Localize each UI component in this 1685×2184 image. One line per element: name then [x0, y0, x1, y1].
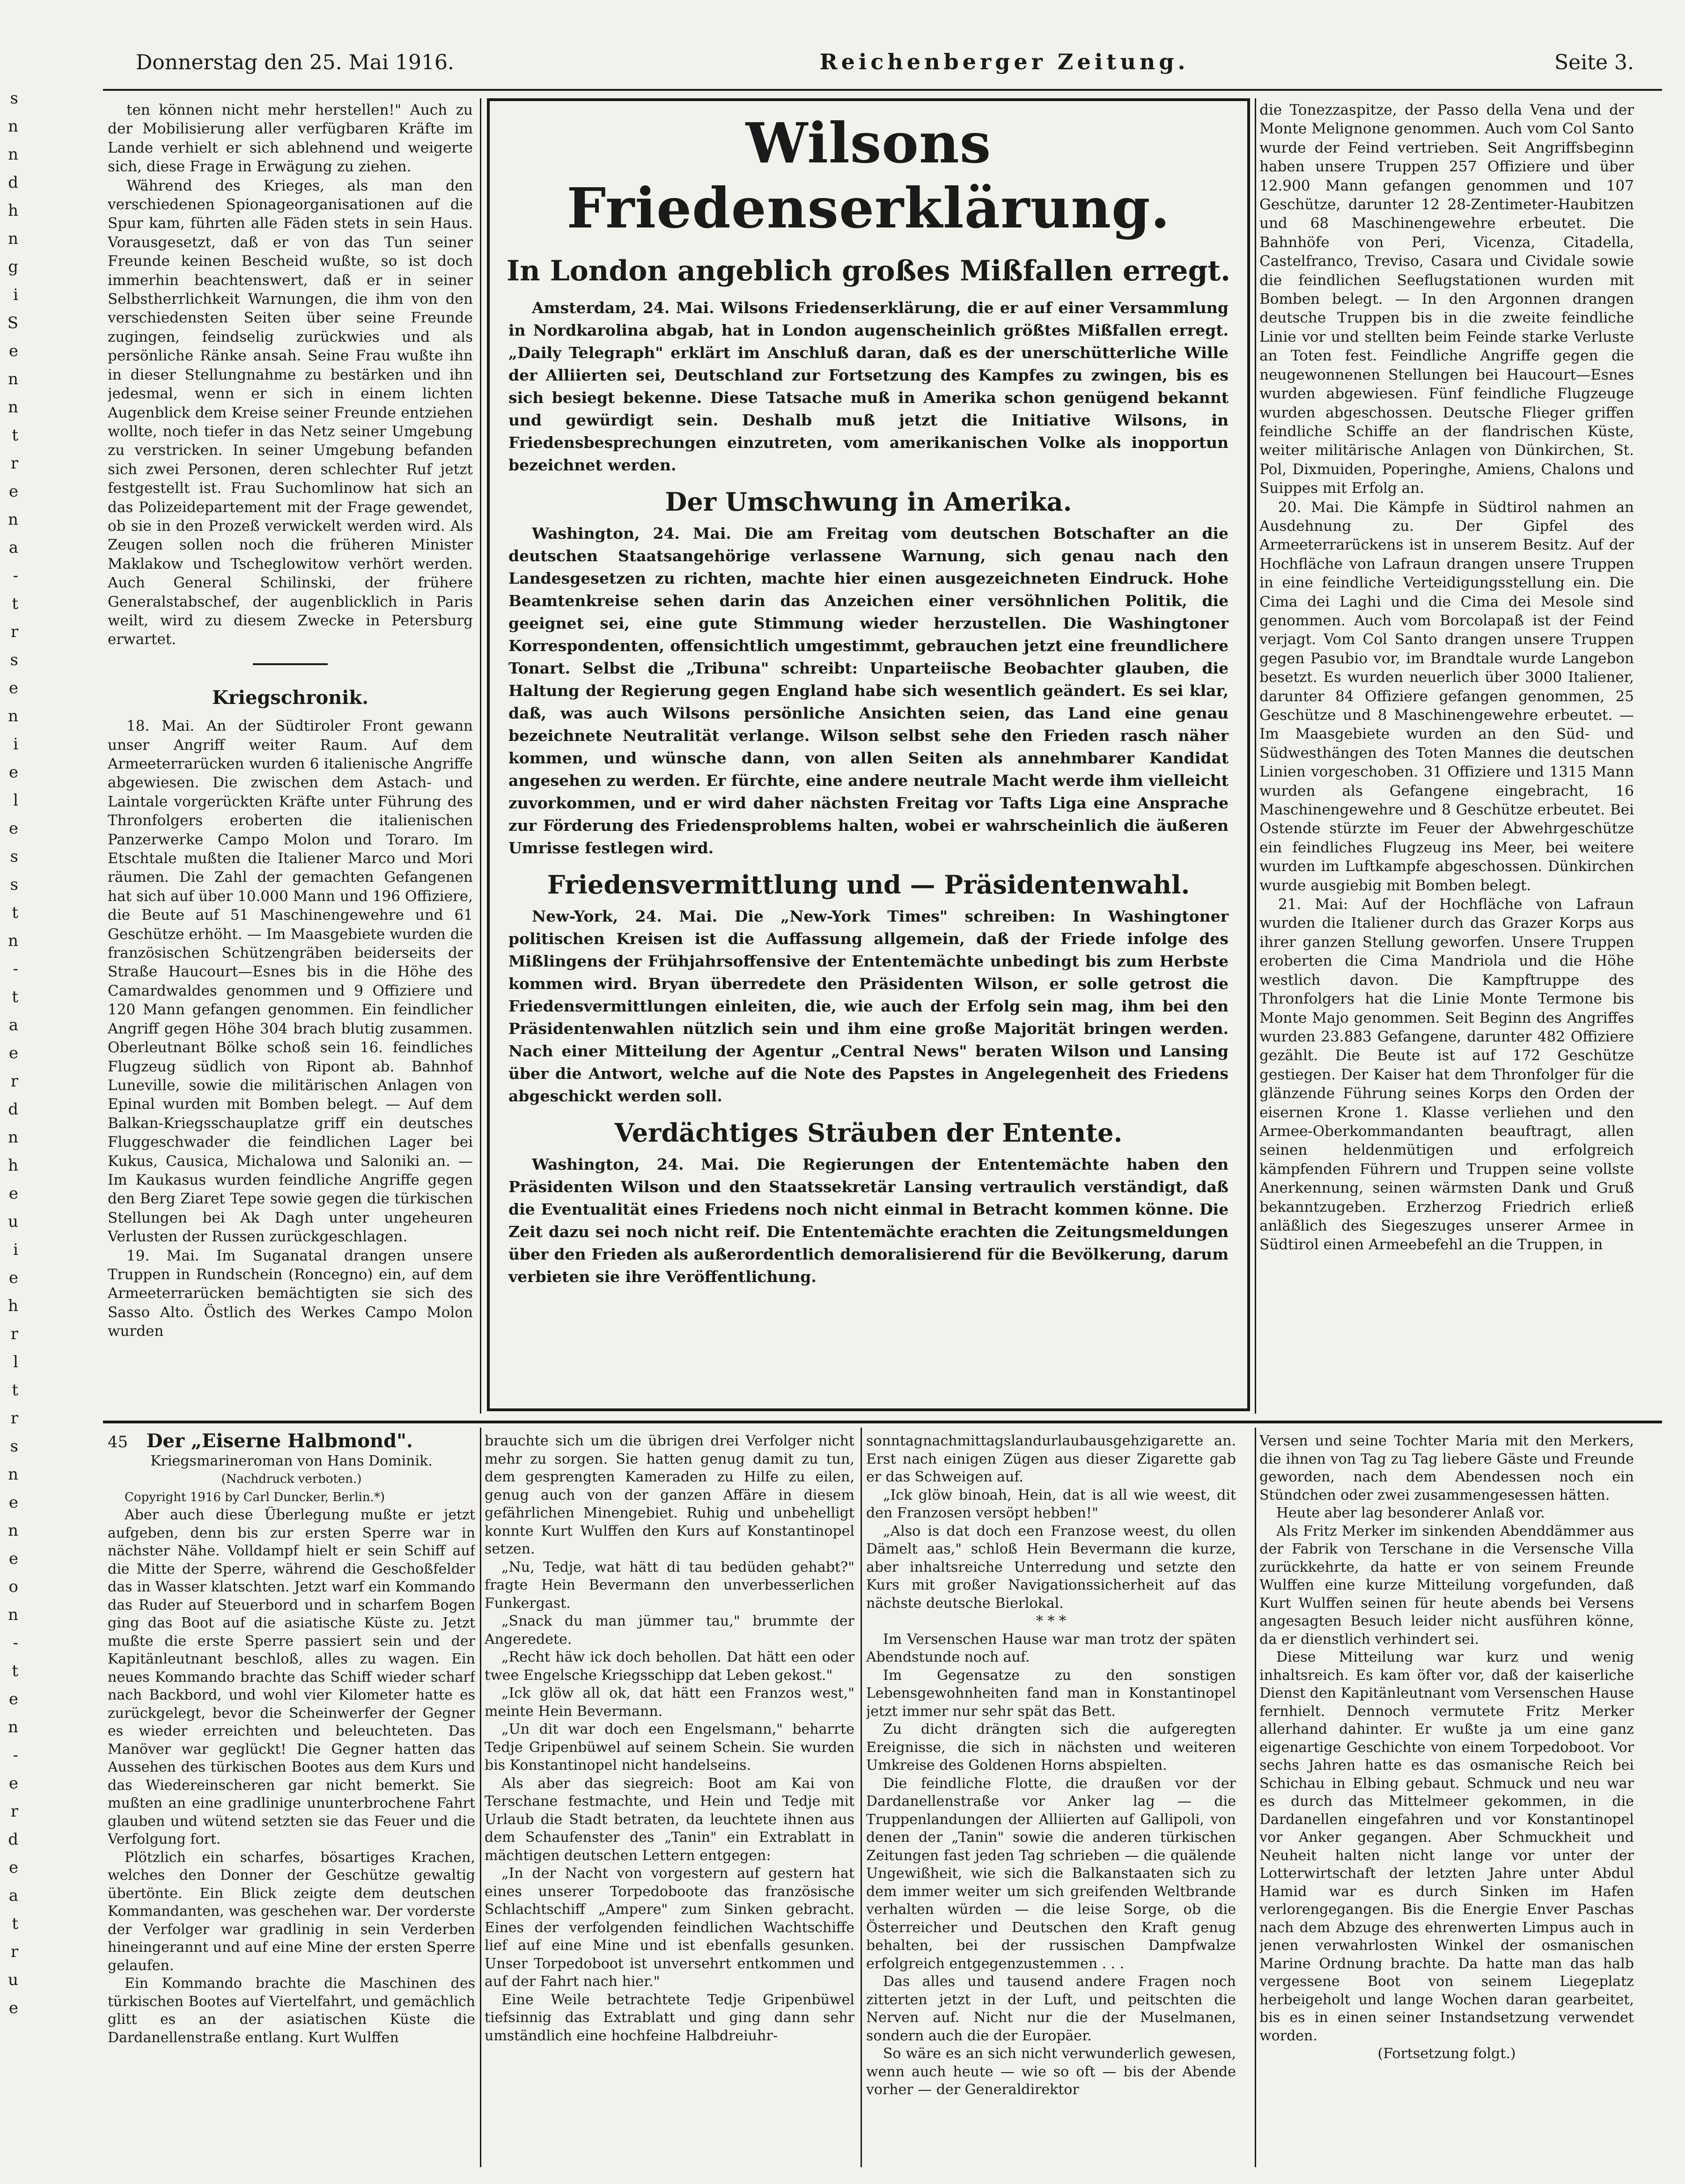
section-paragraph: New-York, 24. Mai. Die „New-York Times" schreiben: In Washingtoner politischen Kreisen ist die Auffassung allgemein, daß der Friede infolge des Mißlingens der Frühjahrsoffensive der Ententemächte unbedingt bis zum Herbste kommen wird. Bryan überredete den Präsidenten Wilson, er solle getrost die Friedensvermittlungen einleiten, die, wie auch der Erfolg sein mag, ihm bei den Präsidentenwahlen nützlich sein und ihm eine große Majorität bringen werden. Nach einer Mitteilung der Agentur „Central News" beraten Wilson und Lansing über die Antwort, welche auf die Note des Papstes in Angelegenheit des Friedens abgeschickt werden soll. [508, 907, 1229, 1105]
margin-letter: n [8, 1521, 18, 1540]
serial-paragraph: „Un dit war doch een Engelsmann," beharrte Tedje Gripenbüwel auf seinem Schein. Sie wurden bis Konstantinopel nicht handelseins. [485, 1721, 854, 1774]
margin-letter: r [10, 1802, 18, 1821]
serial-paragraph: Als aber das siegreich: Boot am Kai von Terschane festmachte, und Hein und Tedje mit Urlaub die Stadt betraten, da leuchtete ihnen aus dem Schaufenster des „Tanin" ein Extrablatt in mächtigen deutschen Lettern entgegen: [485, 1775, 854, 1864]
serial-byline: Kriegsmarineroman von Hans Dominik. [150, 1452, 433, 1469]
serial-paragraph: Als Fritz Merker im sinkenden Abenddämmer aus der Fabrik von Terschane in die Versensche Villa zurückkehrte, da hatte er von seinem Freunde Wulffen eine kurze Mitteilung vorgefunden, daß Kurt Wulffen seinen für heute abends bei Versens angesagten Besuch leider nicht ausführen könne, da er dienstlich verhindert sei. [1259, 1523, 1634, 1648]
newspaper-title: Reichenberger Zeitung. [819, 49, 1189, 74]
margin-letter: t [12, 426, 18, 445]
serial-paragraph: sonntagnachmittagslandurlaubausgehzigarette an. Erst nach einigen Zügen aus dieser Zigarette gab er das Schweigen auf. [866, 1433, 1236, 1485]
section-paragraph: Washington, 24. Mai. Die Regierungen der Ententemächte haben den Präsidenten Wilson und den Staatssekretär Lansing vertraulich verständigt, daß die Eventualität eines Friedens noch nicht einmal in Betracht kommen könne. Die Zeit dazu sei noch nicht reif. Die Ententemächte erachten die Zeitungsmeldungen über den Frieden als außerordentlich demoralisierend für die Bevölkerung, darum verbieten sie ihre Veröffentlichung. [508, 1155, 1229, 1286]
serial-paragraph: „In der Nacht von vorgestern auf gestern hat eines unserer Torpedoboote das französische Schlachtschiff „Ampere" zum Sinken gebracht. Eines der verfolgenden feindlichen Wachtschiffe lief auf eine Mine und ist ebenfalls gesunken. Unser Torpedoboot ist unversehrt entkommen und auf der Fahrt nach hier." [485, 1865, 854, 1990]
margin-letter: h [8, 1297, 18, 1315]
margin-letter: - [13, 960, 18, 978]
serial-paragraph: Das alles und tausend andere Fragen noch zitterten jetzt in der Luft, und peitschten die Nerven auf. Nicht nur die der Muselmanen, sondern auch die der Europäer. [866, 1973, 1236, 2044]
margin-letter: e [8, 679, 18, 697]
margin-letter: e [8, 1184, 18, 1203]
margin-letter: e [8, 1268, 18, 1287]
margin-letter: n [8, 370, 18, 388]
serial-paragraph: Die feindliche Flotte, die draußen vor der Dardanellenstraße vor Anker lag — die Truppenlandungen der Alliierten auf Gallipoli, von denen der „Tanin" sowie die anderen türkischen Zeitungen fast jeden Tag schrieben — die quälende Ungewißheit, wie sich die Balkanstaaten sich zu dem immer weiter um sich greifenden Weltbrande verhalten würden — die leise Sorge, ob die Österreicher und Deutschen den Kraft genug behalten, bei der russischen Dampfwalze erfolgreich entgegenzustemmen . . . [866, 1775, 1236, 1972]
serial-column-2 [485, 1432, 854, 2162]
margin-letter: a [8, 1016, 18, 1034]
margin-letter: e [8, 1858, 18, 1877]
margin-letter: t [12, 1914, 18, 1933]
main-story-body [490, 297, 1247, 1288]
serial-paragraph: Aber auch diese Überlegung mußte er jetzt aufgeben, denn bis zur ersten Sperre war in nächster Nähe. Volldampf hielt er sein Schiff auf die Mitte der Sperre, während die Geschoßfelder das in Wasser klatschten. Jetzt warf ein Kommando das Ruder auf Steuerbord und in scharfem Bogen ging das Boot auf die asiatische Küste zu. Jetzt mußte die erste Sperre passiert sein und der Kapitänleutnant beschloß, alles zu wagen. Ein neues Kommando brachte das Schiff wieder scharf nach Backbord, und wohl vier Kilometer hatte es zurückgelegt, bevor die Scheinwerfer der Gegner es wieder erreichten und beleuchteten. Das Manöver war geglückt! Die Gegner hatten das Aussehen des türkischen Bootes aus dem Kurs und das Wiedereinscheren gar nicht bemerkt. Sie mußten an eine gradlinige ununterbrochene Fahrt glauben und wütend setzten sie das Feuer und die Verfolgung fort. [108, 1507, 475, 1847]
margin-letter: r [10, 1409, 18, 1428]
copyright-line: Copyright 1916 by Carl Duncker, Berlin.*) [125, 1490, 385, 1504]
margin-letter: n [8, 1718, 18, 1737]
serial-paragraph: „Ick glöw binoah, Hein, dat is all wie weest, dit den Franzosen versöpt hebben!" [866, 1487, 1236, 1521]
margin-letter: n [8, 931, 18, 950]
margin-letter: d [8, 173, 18, 192]
margin-letter: n [8, 510, 18, 529]
margin-letter: r [10, 1942, 18, 1961]
serial-paragraph: Im Versenschen Hause war man trotz der späten Abendstunde noch auf. [866, 1631, 1236, 1665]
to-be-continued: (Fortsetzung folgt.) [1377, 2045, 1516, 2062]
serial-column-3 [866, 1432, 1236, 2162]
serial-number: 45 [108, 1433, 128, 1451]
margin-letter: n [8, 117, 18, 136]
margin-letter: l [13, 1353, 18, 1371]
chronicle-title: Kriegschronik. [212, 686, 369, 709]
chronicle-paragraph: 21. Mai: Auf der Hochfläche von Lafraun wurden die Italiener durch das Grazer Korps aus ihrer ganzen Stellung geworfen. Unsere Truppen eroberten die Cima Mandriola und die Höhe westlich davon. Die Kampftruppe des Thronfolgers hat die Linie Monte Termone bis Monte Majo genommen. Seit Beginn des Angriffes wurden 23.883 Gefangene, darunter 482 Offiziere gezählt. Die Beute ist auf 172 Geschütze gestiegen. Der Kaiser hat dem Thronfolger für die glänzende Führung seines Korps den Orden der eisernen Krone 1. Klasse verliehen und den Armee-Oberkommandanten beauftragt, allen seinen heldenmütigen und erfolgreich kämpfenden Führern und Truppen seine vollste Anerkennung, seinen wärmsten Dank und Gruß bekanntzugeben. Erzherzog Friedrich erließ anläßlich des Siegeszuges unserer Armee in Südtirol einen Armeebefehl an die Truppen, in [1259, 896, 1634, 1253]
margin-letter: i [13, 1240, 18, 1259]
serial-paragraph: Diese Mitteilung war kurz und wenig inhaltsreich. Es kam öfter vor, daß der kaiserliche Dienst den Kapitänleutnant vom Versenschen Hause fernhielt. Dennoch vermutete Fritz Merker allerhand dahinter. Er wußte ja um eine ganz eigenartige Geschichte von einem Torpedoboot. Vor sechs Jahren hatte es das osmanische Reich bei Schichau in Elbing gebaut. Schmuck und neu war es durch das Mittelmeer gekommen, in die Dardanellen eingefahren und vor Konstantinopel vor Anker gegangen. Aber Schmuckheit und Neuheit halten nicht lange vor unter der Lotterwirtschaft der letzten Jahre unter Abdul Hamid war es durch Sinken im Hafen verlorengegangen. Bis die Energie Enver Paschas nach dem Abzuge des ehrenwerten Limpus auch in jenen verwahrlosten Winkel der osmanischen Marine Ordnung brachte. Da hatte man das halb vergessene Boot von seinem Liegeplatz herbeigeholt und lange Wochen daran gearbeitet, bis es in einen seiner Instandsetzung verwendet worden. [1259, 1649, 1634, 2044]
section-title: Friedensvermittlung und — Präsidentenwahl. [547, 870, 1190, 900]
margin-letter: t [12, 903, 18, 922]
serial-paragraph: Heute aber lag besonderer Anlaß vor. [1276, 1505, 1545, 1521]
serial-paragraph: „Recht häw ick doch behollen. Dat hätt een oder twee Engelsche Kriegsschipp dat Leben gekost." [485, 1649, 854, 1684]
reprint-notice: (Nachdruck verboten.) [221, 1472, 362, 1486]
serial-column-4 [1259, 1432, 1634, 2162]
serial-paragraph: „Ick glöw all ok, dat hätt een Franzos west," meinte Hein Bevermann. [485, 1685, 854, 1720]
page-header [136, 49, 1634, 82]
serial-paragraph: brauchte sich um die übrigen drei Verfolger nicht mehr zu sorgen. Sie hatten genug damit zu tun, dem gesprengten Kameraden zu Hilfe zu eilen, genug auch von der ganzen Affäre in diesem gefährlichen Minengebiet. Ruhig und unbehelligt konnte Kurt Wulffen den Kurs auf Konstantinopel setzen. [485, 1433, 854, 1557]
margin-letter: a [8, 538, 18, 557]
margin-letter: t [12, 988, 18, 1006]
margin-letter: t [12, 1662, 18, 1680]
main-story-box [487, 98, 1250, 1411]
margin-letter: e [8, 819, 18, 838]
margin-letter: h [8, 1156, 18, 1175]
column-rule [480, 1428, 481, 2167]
section-paragraph: Washington, 24. Mai. Die am Freitag vom deutschen Botschafter an die deutschen Staatsangehörige verlassene Warnung, sich genau nach den Landesgesetzen zu richten, machte hier einen ausgezeichneten Eindruck. Hohe Beamtenkreise sehen darin das Anzeichen einer versöhnlichen Politik, die geeignet sei, eine gute Stimmung wieder herzustellen. Die Washingtoner Korrespondenten, offensichtlich umgestimmt, gebrauchen jetzt eine freundlichere Tonart. Selbst die „Tribuna" schreibt: Unparteiische Beobachter glauben, die Haltung der Regierung gegen England habe sich wesentlich geändert. Es sei klar, daß, was auch Wilsons persönliche Ansichten seien, das Land eine genau bezeichnete Neutralität verlange. Wilson selbst sehe den Frieden rasch näher kommen, und wünsche dann, von allen Seiten als annehmbarer Kandidat angesehen zu werden. Er fürchte, eine andere neutrale Macht werde ihm vielleicht zuvorkommen, und er wird daher nächsten Freitag vor Tafts Liga eine Ansprache zur Förderung des Friedensproblems halten, wobei er wahrscheinlich die äußeren Umrisse festlegen wird. [508, 524, 1229, 857]
margin-letter: e [8, 1999, 18, 2017]
section-break: * * * [1036, 1613, 1067, 1629]
margin-letter: n [8, 1128, 18, 1147]
issue-date: Donnerstag den 25. Mai 1916. [136, 51, 454, 74]
serial-paragraph: Ein Kommando brachte die Maschinen des türkischen Bootes auf Viertelfahrt, und gemächlich glitt es an der asiatischen Küste die Dardanellenstraße entlang. Kurt Wulffen [108, 1975, 475, 2046]
serial-paragraph: „Also is dat doch een Franzose weest, du ollen Dämelt aas," schloß Hein Bevermann die kurze, aber inhaltsreiche Unterredung und setzte den Kurs mit großer Navigationssicherheit auf das nächste deutsche Bierlokal. [866, 1523, 1236, 1612]
serial-paragraph: „Snack du man jümmer tau," brummte der Angeredete. [485, 1613, 854, 1648]
margin-letter: h [8, 201, 18, 220]
margin-letter: e [8, 1774, 18, 1793]
margin-letter: S [7, 314, 18, 332]
margin-letter: d [8, 1100, 18, 1119]
margin-letter: n [8, 707, 18, 726]
margin-letter: t [12, 1381, 18, 1400]
chronicle-paragraph: die Tonezzaspitze, der Passo della Vena und der Monte Melignone genommen. Auch vom Col Santo wurde der Feind vertrieben. Seit Angriffsbeginn haben unsere Truppen 257 Offiziere und über 12.900 Mann gefangen genommen und 107 Geschütze, darunter 12 28-Zentimeter-Haubitzen und 68 Maschinengewehre erbeutet. Die Bahnhöfe von Peri, Vicenza, Citadella, Castelfranco, Treviso, Casara und Cividale sowie die feindlichen Seeflugstationen wurden mit Bomben belegt. — In den Argonnen drangen deutsche Truppen bis in die zweite feindliche Linie vor und stellten beim Feinde starke Verluste an Toten fest. Feindliche Angriffe gegen die neugewonnenen Stellungen bei Haucourt—Esnes wurden abgewiesen. Fünf feindliche Flugzeuge wurden abgeschossen. Deutsche Flieger griffen feindliche Schiffe an der flandrischen Küste, weiter militärische Anlagen von Dünkirchen, St. Pol, Dixmuiden, Poperinghe, Amiens, Chalons und Suippes mit Erfolg an. [1259, 102, 1634, 497]
serial-paragraph: Versen und seine Tochter Maria mit den Merkers, die ihnen von Tag zu Tag liebere Gäste und Freunde geworden, nach dem Abendessen noch ein Stündchen oder zwei zusammengesessen hätten. [1259, 1433, 1634, 1503]
margin-letter: e [8, 482, 18, 501]
serial-paragraph: Im Gegensatze zu den sonstigen Lebensgewohnheiten fand man in Konstantinopel jetzt immer nur sehr spät das Bett. [866, 1667, 1236, 1720]
margin-letter: r [10, 454, 18, 473]
column-rule [861, 1428, 862, 2167]
margin-letter: r [10, 1325, 18, 1343]
margin-letter: e [8, 763, 18, 782]
serial-column-1 [108, 1432, 475, 2162]
margin-letter: g [8, 257, 18, 276]
margin-letter: i [13, 286, 18, 304]
margin-letter: n [8, 1465, 18, 1484]
main-headline: Wilsons Friedenserklärung. [567, 110, 1170, 241]
margin-letter: n [8, 145, 18, 164]
lead-paragraph: Amsterdam, 24. Mai. Wilsons Friedenserklärung, die er auf einer Versammlung in Nordkarolina abgab, hat in London augenscheinlich größtes Mißfallen erregt. „Daily Telegraph" erklärt im Anschluß daran, daß es der unerschütterliche Wille der Alliierten sei, Deutschland zur Fortsetzung des Kampfes zu zwingen, bis es sich besiegt bekenne. Diese Tatsache muß in Amerika schon genügend bekannt und gewürdigt sein. Deshalb muß jetzt die Initiative Wilsons, in Friedensbesprechungen einzutreten, vom amerikanischen Volke als inopportun bezeichnet werden. [508, 299, 1229, 474]
margin-letter: - [13, 1746, 18, 1765]
left-intro-paragraph: ten können nicht mehr herstellen!" Auch zu der Mobilisierung aller verfügbaren Kräfte im Lande verhielt er sich ablehnend und weigerte sich, diese Frage in Erwägung zu ziehen. [108, 102, 473, 176]
margin-letter: s [10, 89, 18, 108]
margin-letter: t [12, 594, 18, 613]
left-intro-paragraph: Während des Krieges, als man den verschiedenen Spionageorganisationen auf die Spur kam, führten alle Fäden stets in sein Haus. Vorausgesetzt, daß er von das Tun seiner Freunde keinen Bescheid wußte, so ist doch immerhin beachtenswert, daß er in seiner Selbstherrlichkeit Warnungen, die ihm von den verschiedensten Seiten über seine Freunde zugingen, feindselig zurückwies und als persönliche Ränke ansah. Seine Frau wußte ihn in dieser Stellungnahme zu bestärken und ihn jedesmal, wenn er sich in einem lichten Augenblick dem Kreise seiner Freunde entziehen wollte, noch tiefer in das Netz seiner Umgebung zu verstricken. In seiner Umgebung befanden sich zwei Personen, deren schlechter Ruf jetzt festgestellt ist. Frau Suchomlinow hat sich an das Polizeidepartement mit der Frage gewendet, ob sie in den Prozeß verwickelt werden wird. Als Zeugen sollen noch die früheren Minister Maklakow und Tscheglowitow verhört werden. Auch General Schilinski, der frühere Generalstabschef, der augenblicklich in Paris weilt, wird zu diesem Zwecke in Petersburg erwartet. [108, 177, 473, 648]
margin-letter: n [8, 229, 18, 248]
left-column [108, 101, 473, 1411]
feuilleton-rule [103, 1421, 1662, 1423]
serial-paragraph: Zu dicht drängten sich die aufgeregten Ereignisse, die sich in nächsten und weiteren Umkreise des Goldenen Horns abspielten. [866, 1721, 1236, 1774]
column-divider [253, 663, 328, 665]
margin-letter: r [10, 1072, 18, 1091]
serial-paragraph: So wäre es an sich nicht verwunderlich gewesen, wenn auch heute — wie so oft — bis der Abende vorher — der Generaldirektor [866, 2045, 1236, 2098]
margin-letter: e [8, 1690, 18, 1708]
page-number: Seite 3. [1554, 51, 1634, 74]
margin-letter: l [13, 791, 18, 810]
margin-letter: s [10, 651, 18, 669]
margin-letter: u [8, 1212, 18, 1231]
column-rule [1255, 1428, 1256, 2167]
margin-letter: i [13, 735, 18, 754]
serial-paragraph: „Nu, Tedje, wat hätt di tau bedüden gehabt?" fragte Hein Bevermann den unverbesserlichen Funkergast. [485, 1559, 854, 1612]
left-margin-fragment [0, 84, 21, 2172]
serial-paragraph: Plötzlich ein scharfes, bösartiges Krachen, welches den Donner der Geschütze gewaltig übertönte. Ein Blick zeigte dem deutschen Kommandanten, was geschehen war. Der vorderste der Verfolger war gradlinig in sein Verderben hineingerannt und auf eine Mine der ersten Sperre gelaufen. [108, 1849, 475, 1974]
serial-title: Der „Eiserne Halbmond". [146, 1432, 413, 1452]
chronicle-paragraph: 19. Mai. Im Suganatal drangen unsere Truppen in Rundschein (Roncegno) ein, auf dem Armeeterrarücken bemächtigten sie sich des Sasso Alto. Östlich des Werkes Campo Molon wurden [108, 1247, 473, 1340]
section-title: Verdächtiges Sträuben der Entente. [614, 1118, 1123, 1148]
header-rule [103, 89, 1662, 91]
chronicle-paragraph: 20. Mai. Die Kämpfe in Südtirol nahmen an Ausdehnung zu. Der Gipfel des Armeeterrarückens ist in unserem Besitz. Auf der Hochfläche von Lafraun drangen unsere Truppen in eine feindliche Verteidigungsstellung ein. Die Cima dei Laghi und die Cima dei Mesole sind genommen. Auch vom Borcolapaß ist der Feind verjagt. Vom Col Santo drangen unsere Truppen gegen Pasubio vor, im Brandtale wurde Langebon besetzt. Es wurden neuerlich über 3000 Italiener, darunter 84 Offiziere gefangen genommen, 25 Geschütze und 8 Maschinengewehre erbeutet. — Im Maasgebiete wurden an den Süd- und Südwesthängen des Toten Mannes die deutschen Linien vorgeschoben. 31 Offiziere und 1315 Mann wurden als Gefangene eingebracht, 16 Maschinengewehre und 8 Geschütze erbeutet. Bei Ostende stürzte im Feuer der Abwehrgeschütze ein feindliches Flugzeug ins Meer, bei weitere wurden im Luftkampfe abgeschossen. Dünkirchen wurde ausgiebig mit Bomben belegt. [1259, 498, 1634, 894]
margin-letter: - [13, 1634, 18, 1652]
serial-paragraph: Eine Weile betrachtete Tedje Gripenbüwel tiefsinnig das Extrablatt und ging dann sehr umständlich eine hochfeine Halbdreiuhr- [485, 1991, 854, 2044]
right-column [1259, 101, 1634, 1411]
margin-letter: e [8, 1044, 18, 1063]
margin-letter: o [8, 1577, 18, 1596]
margin-letter: - [13, 566, 18, 585]
margin-letter: e [8, 1493, 18, 1512]
margin-letter: a [8, 1886, 18, 1905]
margin-letter: s [10, 1437, 18, 1456]
section-title: Der Umschwung in Amerika. [665, 487, 1072, 517]
column-rule [1255, 98, 1256, 1414]
margin-letter: e [8, 1549, 18, 1568]
margin-letter: r [10, 623, 18, 641]
column-rule [480, 98, 481, 1414]
main-subheadline: In London angeblich großes Mißfallen erregt. [507, 255, 1230, 287]
margin-letter: n [8, 1605, 18, 1624]
margin-letter: d [8, 1830, 18, 1849]
margin-letter: u [8, 1971, 18, 1989]
margin-letter: e [8, 342, 18, 360]
margin-letter: n [8, 398, 18, 417]
chronicle-paragraph: 18. Mai. An der Südtiroler Front gewann unser Angriff weiter Raum. Auf dem Armeeterrarücken wurden 6 italienische Angriffe abgewiesen. Die zwischen dem Astach- und Laintale vorgerückten Kräfte unter Führung des Thronfolgers eroberten die italienischen Panzerwerke Campo Molon und Toraro. Im Etschtale mußten die Italiener Marco und Mori räumen. Die Zahl der gemachten Gefangenen hat sich auf über 10.000 Mann und 196 Offiziere, die Beute auf 51 Maschinengewehre und 61 Geschütze erhöht. — Im Maasgebiete wurden die französischen Schützengräben beiderseits der Straße Haucourt—Esnes bis in die Höhe des Camardwaldes genommen und 9 Offiziere und 120 Mann gefangen genommen. Ein feindlicher Angriff gegen Höhe 304 brach blutig zusammen. Oberleutnant Bölke schoß sein 16. feindliches Flugzeug südlich von Ripont ab. Bahnhof Luneville, sowie die militärischen Anlagen von Epinal wurden mit Bomben belegt. — Auf dem Balkan-Kriegsschauplatze griff ein deutsches Fluggeschwader die feindlichen Lager bei Kukus, Causica, Michalowa und Saloniki an. — Im Kaukasus wurden feindliche Angriffe gegen den Berg Ziaret Tepe sowie gegen die türkischen Stellungen bei Ak Dagh unter ungeheuren Verlusten der Russen zurückgeschlagen. [108, 718, 473, 1246]
margin-letter: s [10, 875, 18, 894]
margin-letter: s [10, 847, 18, 866]
